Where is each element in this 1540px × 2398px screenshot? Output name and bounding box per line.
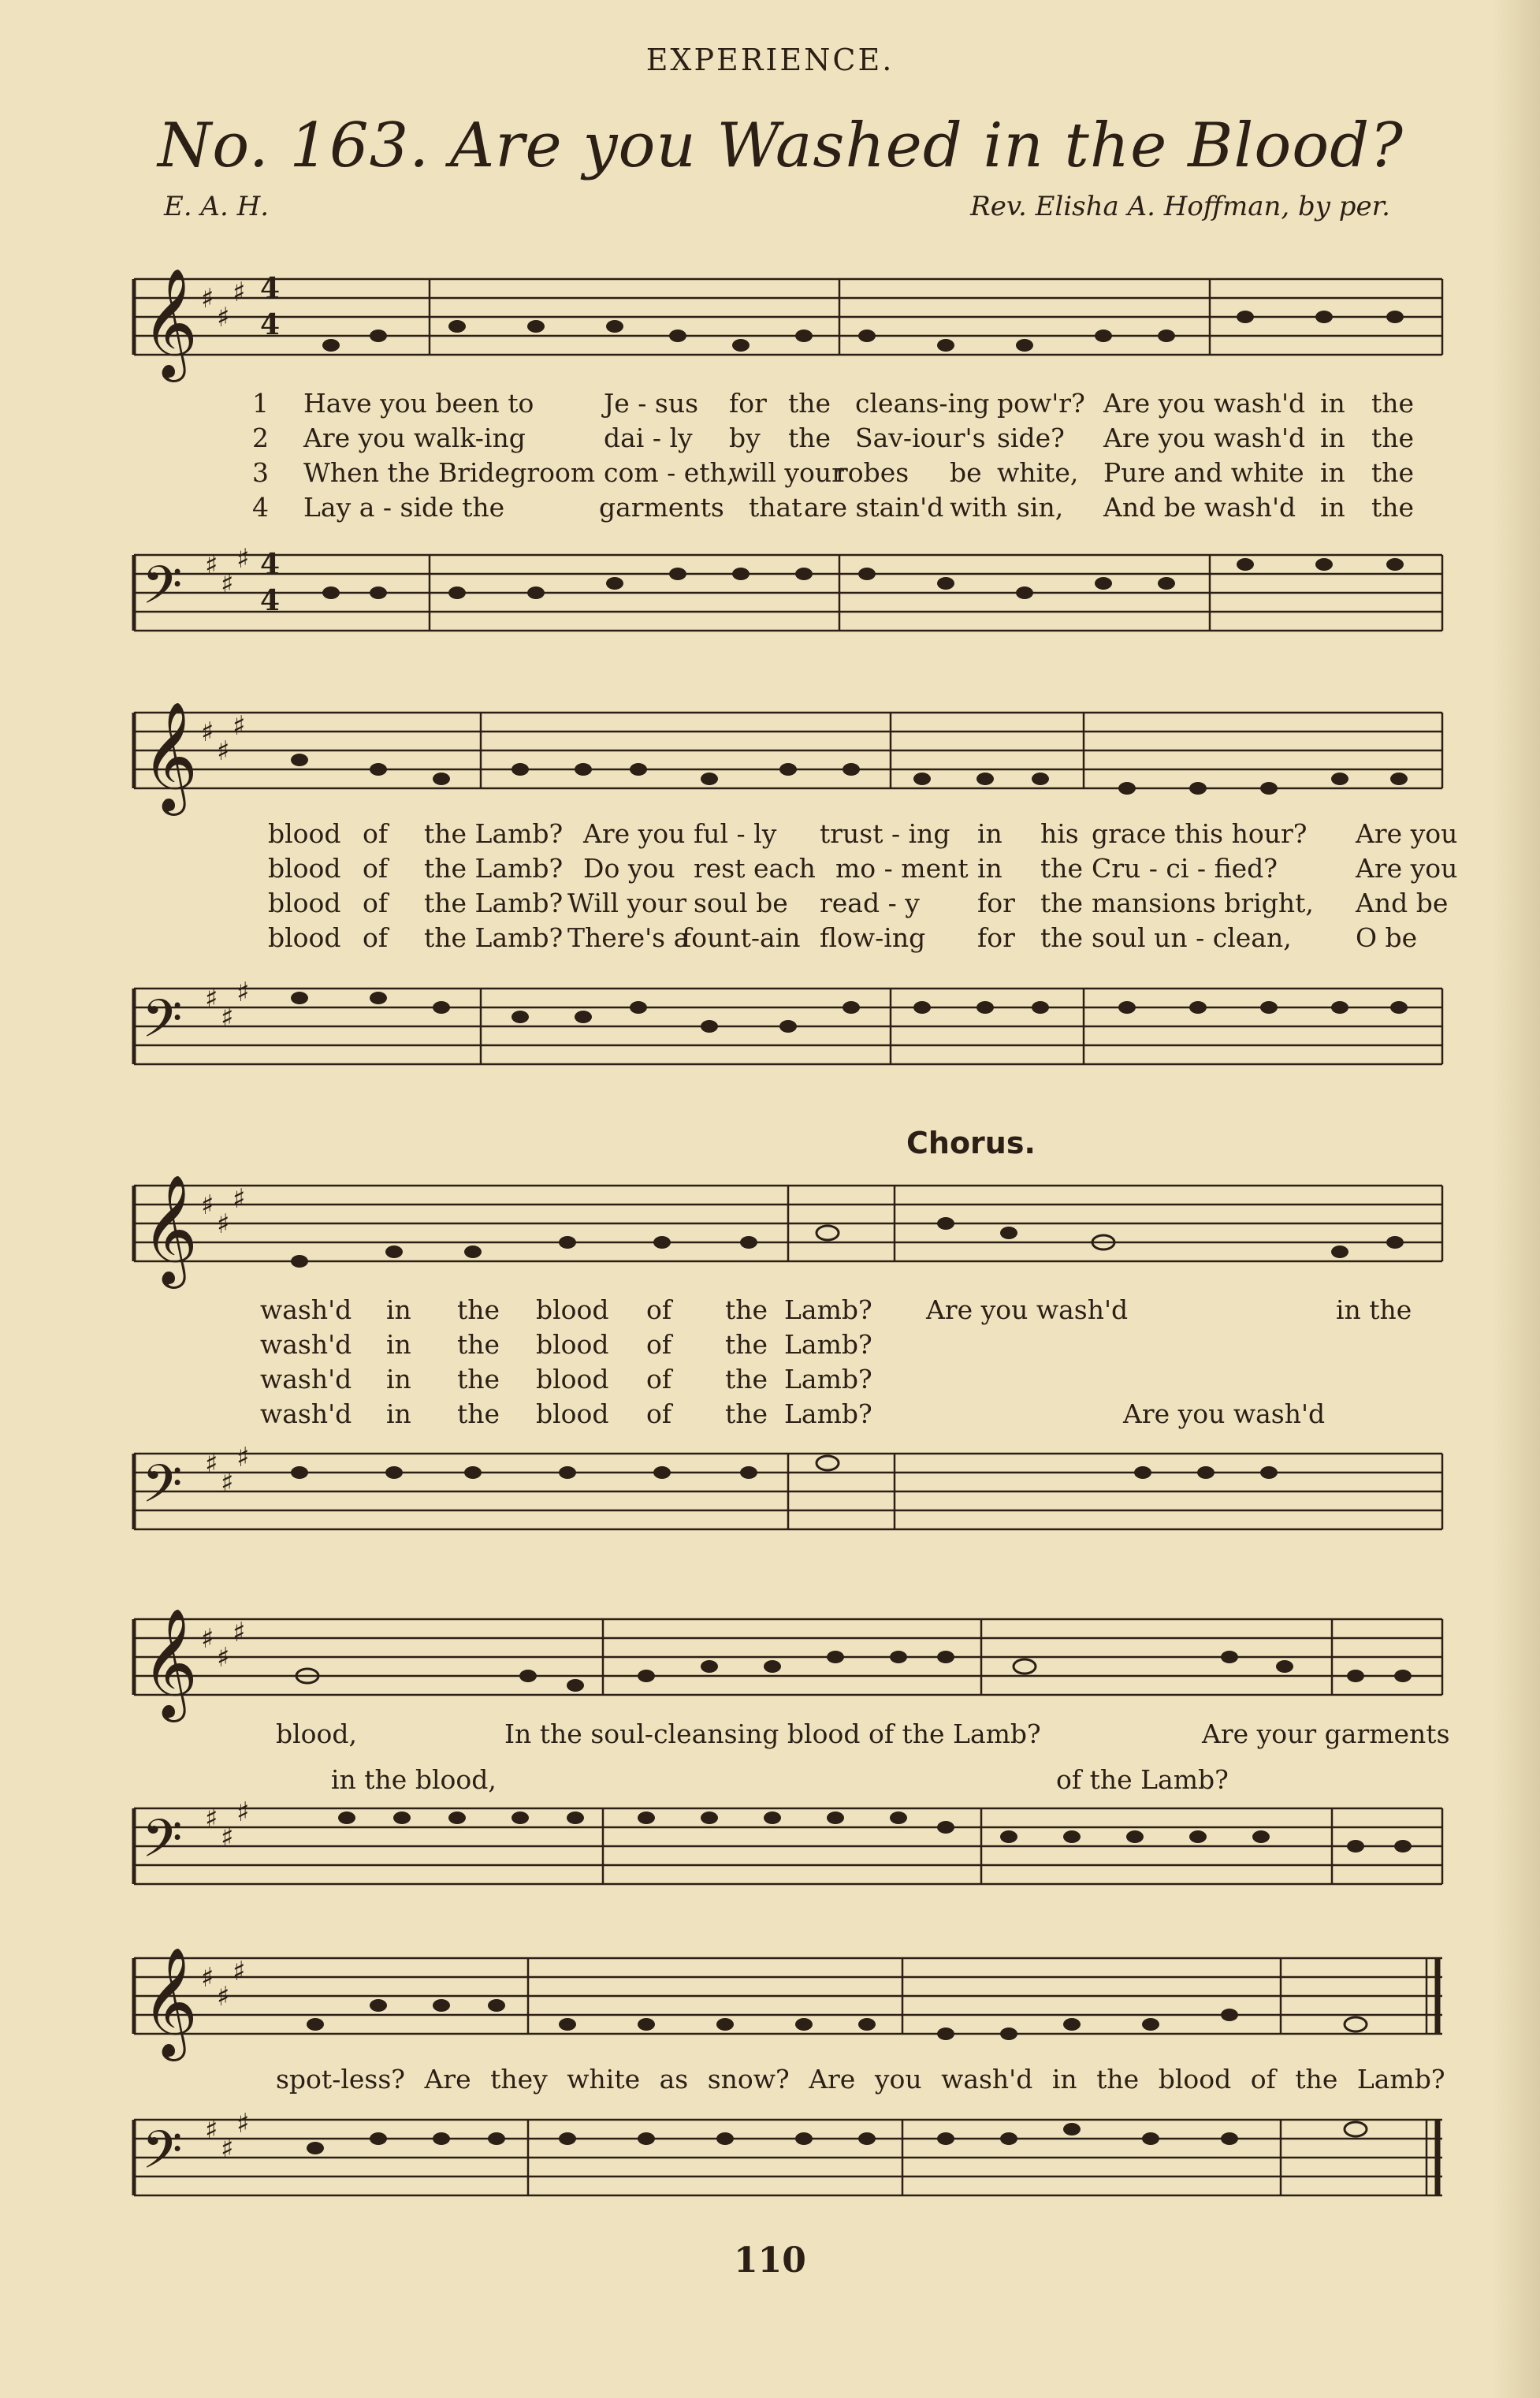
- composer-credit: Rev. Elisha A. Hoffman, by per.: [970, 191, 1390, 222]
- sharp-icon: ♯: [221, 1467, 234, 1499]
- bass-staff-3: [126, 1427, 1450, 1561]
- treble-clef-icon: 𝄞: [142, 1608, 198, 1718]
- bass-staff-1: [126, 528, 1450, 662]
- sharp-icon: ♯: [217, 735, 230, 767]
- sharp-icon: ♯: [217, 1981, 230, 2013]
- treble-clef-icon: 𝄞: [142, 1947, 198, 2057]
- sharp-icon: ♯: [205, 549, 218, 581]
- sharp-icon: ♯: [236, 1797, 250, 1828]
- lyricist-credit: E. A. H.: [164, 191, 270, 222]
- bass-clef-icon: 𝄢: [142, 1454, 183, 1527]
- bass-clef-icon: 𝄢: [142, 555, 183, 628]
- sharp-icon: ♯: [205, 1803, 218, 1834]
- sharp-icon: ♯: [217, 1642, 230, 1674]
- chorus-lyrics-2: blood, In the soul-cleansing blood of the Lamb? Are your garments in the blood, of the Lamb?: [276, 1718, 1450, 1795]
- bass-clef-icon: 𝄢: [142, 989, 183, 1062]
- final-lyrics: spot-less? Are they white as snow? Are you wash'd in the blood of the Lamb?: [276, 2064, 1445, 2095]
- sharp-icon: ♯: [221, 1822, 234, 1853]
- sharp-icon: ♯: [232, 1956, 246, 1987]
- sharp-icon: ♯: [221, 2133, 234, 2165]
- treble-staff-3: [126, 1159, 1450, 1301]
- sharp-icon: ♯: [232, 1183, 246, 1215]
- sharp-icon: ♯: [201, 1962, 214, 1994]
- sharp-icon: ♯: [221, 568, 234, 600]
- music-system-1: [126, 236, 1450, 662]
- verse-lyrics-2: blood of the Lamb? Are you ful - ly trust - ing in his grace this hour? Are you blood of the Lamb? Do you rest each mo - ment in the Cru - ci - fied? Are you blood of the Lamb? Will your soul be read - y for the mansions bright, And be blood of the Lamb? There's a fount-ain flow-ing for the soul un - clean, O be: [268, 818, 1458, 953]
- sharp-icon: ♯: [201, 1623, 214, 1655]
- sharp-icon: ♯: [217, 302, 230, 333]
- sharp-icon: ♯: [205, 2114, 218, 2146]
- sharp-icon: ♯: [217, 1208, 230, 1240]
- music-system-3: [126, 1159, 1450, 1569]
- sharp-icon: ♯: [205, 1448, 218, 1480]
- sharp-icon: ♯: [232, 277, 246, 308]
- music-system-2: [126, 686, 1458, 1111]
- verse-lyrics-1: 1 2 3 4 Have you been to Je - sus for the cleans-ing pow'r? Are you wash'd in the Are you walk-ing dai - ly by the Sav-iour's side? Are you wash'd in the When the Bridegroom com - eth, will your robes be white, Pure and white in the Lay a - side the garments that are stain'd with sin, And be wash'd in the: [252, 388, 1415, 523]
- page-edge-shadow: [1493, 0, 1540, 2398]
- chorus-label: Chorus.: [906, 1126, 1036, 1160]
- sharp-icon: ♯: [205, 983, 218, 1015]
- treble-staff-2: [126, 686, 1450, 828]
- svg-text:4: 4: [260, 584, 281, 617]
- svg-text:4: 4: [260, 548, 281, 581]
- treble-staff-4: [126, 1592, 1450, 1734]
- treble-staff-1: [126, 252, 1450, 394]
- sharp-icon: ♯: [201, 717, 214, 748]
- svg-text:4: 4: [260, 308, 281, 341]
- sharp-icon: ♯: [236, 2108, 250, 2139]
- chorus-lyrics-1: wash'd in the blood of the Lamb? Are you wash'd in the wash'd in the blood of the Lamb? wash'd in the blood of the Lamb? wash'd in the blood of the Lamb? Are you wash'd: [260, 1294, 1412, 1429]
- bass-staff-4: [126, 1782, 1450, 1916]
- treble-clef-icon: 𝄞: [142, 1175, 198, 1284]
- hymn-title: No. 163. Are you Washed in the Blood?: [158, 110, 1404, 181]
- bass-staff-2: [126, 962, 1450, 1096]
- section-header: EXPERIENCE.: [645, 43, 895, 77]
- bass-clef-icon: 𝄢: [142, 1808, 183, 1882]
- treble-clef-icon: 𝄞: [142, 702, 198, 811]
- sharp-icon: ♯: [221, 1002, 234, 1033]
- sharp-icon: ♯: [232, 1617, 246, 1648]
- sharp-icon: ♯: [201, 1190, 214, 1221]
- treble-staff-5: [126, 1931, 1450, 2073]
- sharp-icon: ♯: [232, 710, 246, 742]
- music-system-4: [126, 1592, 1450, 1923]
- sharp-icon: ♯: [236, 977, 250, 1008]
- sharp-icon: ♯: [201, 283, 214, 315]
- music-system-5: [126, 1931, 1450, 2231]
- sharp-icon: ♯: [236, 1442, 250, 1473]
- bass-staff-5: [126, 2093, 1450, 2227]
- sharp-icon: ♯: [236, 543, 250, 575]
- page-number: 110: [734, 2240, 806, 2281]
- treble-clef-icon: 𝄞: [142, 268, 198, 378]
- bass-clef-icon: 𝄢: [142, 2120, 183, 2193]
- svg-text:4: 4: [260, 272, 281, 305]
